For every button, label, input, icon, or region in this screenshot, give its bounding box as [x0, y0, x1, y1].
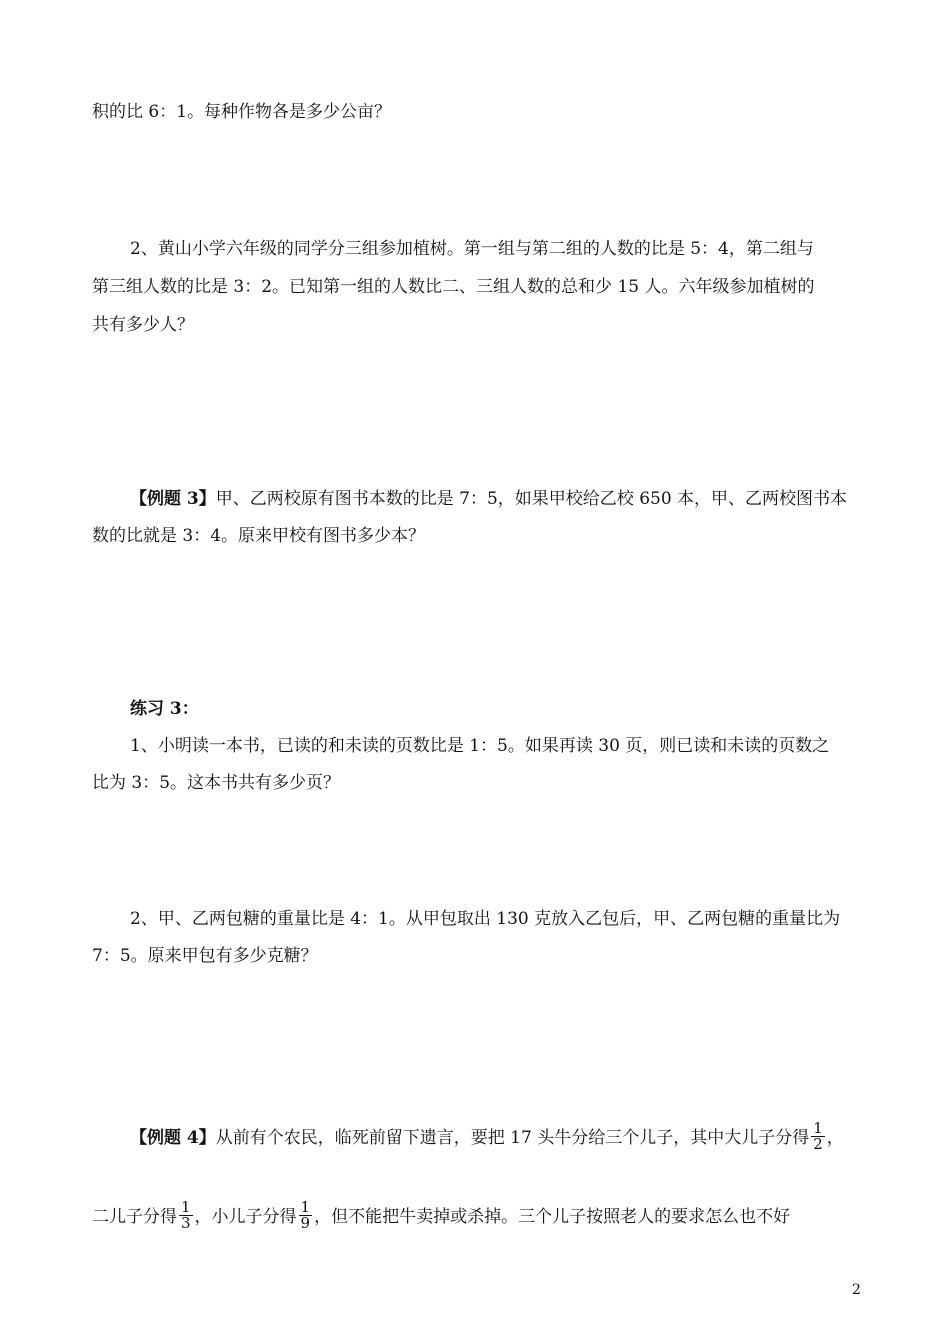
text-line: 数的比就是 3：4。原来甲校有图书多少本？ — [92, 526, 426, 546]
text-line: 【例题 4】从前有个农民，临死前留下遗言，要把 17 头牛分给三个儿子，其中大儿子分得 $\frac{1}{2}$ ， — [130, 1119, 844, 1153]
text-line: 1、小明读一本书，已读的和未读的页数比是 1：5。如果再读 30 页，则已读和未读的页数之 — [130, 736, 830, 756]
text-line: 共有多少人？ — [92, 315, 194, 335]
text-line: 2、黄山小学六年级的同学分三组参加植树。第一组与第二组的人数的比是 5：4，第二组与 — [130, 239, 814, 259]
text-line: 比为 3：5。这本书共有多少页？ — [92, 773, 341, 793]
fraction-one-half: $\frac{1}{2}$ — [813, 1119, 823, 1153]
example-text: 从前有个农民，临死前留下遗言，要把 17 头牛分给三个儿子，其中大儿子分得 — [215, 1128, 810, 1148]
text-line: 第三组人数的比是 3：2。已知第一组的人数比二、三组人数的总和少 15 人。六年级参加植树的 — [92, 277, 815, 297]
example-label: 【例题 4】 — [130, 1128, 216, 1148]
text-line: 2、甲、乙两包糖的重量比是 4：1。从甲包取出 130 克放入乙包后，甲、乙两包糖的重量比为 — [130, 909, 841, 929]
example-text: 甲、乙两校原有图书本数的比是 7：5，如果甲校给乙校 650 本，甲、乙两校图书本 — [215, 489, 848, 509]
example-label: 【例题 3】 — [130, 489, 216, 509]
text-line: 7：5。原来甲包有多少克糖？ — [92, 946, 318, 966]
page-number: 2 — [852, 1282, 861, 1298]
section-title: 练习 3： — [130, 699, 199, 719]
fraction-one-third: $\frac{1}{3}$ — [181, 1198, 191, 1232]
fraction-one-ninth: $\frac{1}{9}$ — [300, 1198, 311, 1232]
text-line — [130, 487, 847, 511]
text-line: 积的比 6：1。每种作物各是多少公亩？ — [92, 102, 392, 122]
text-line: 二儿子分得 $\frac{1}{3}$ ，小儿子分得 $\frac{1}{9}$ ，但不能把牛卖掉或杀掉。三个儿子按照老人的要求怎么也不好 — [92, 1198, 791, 1232]
